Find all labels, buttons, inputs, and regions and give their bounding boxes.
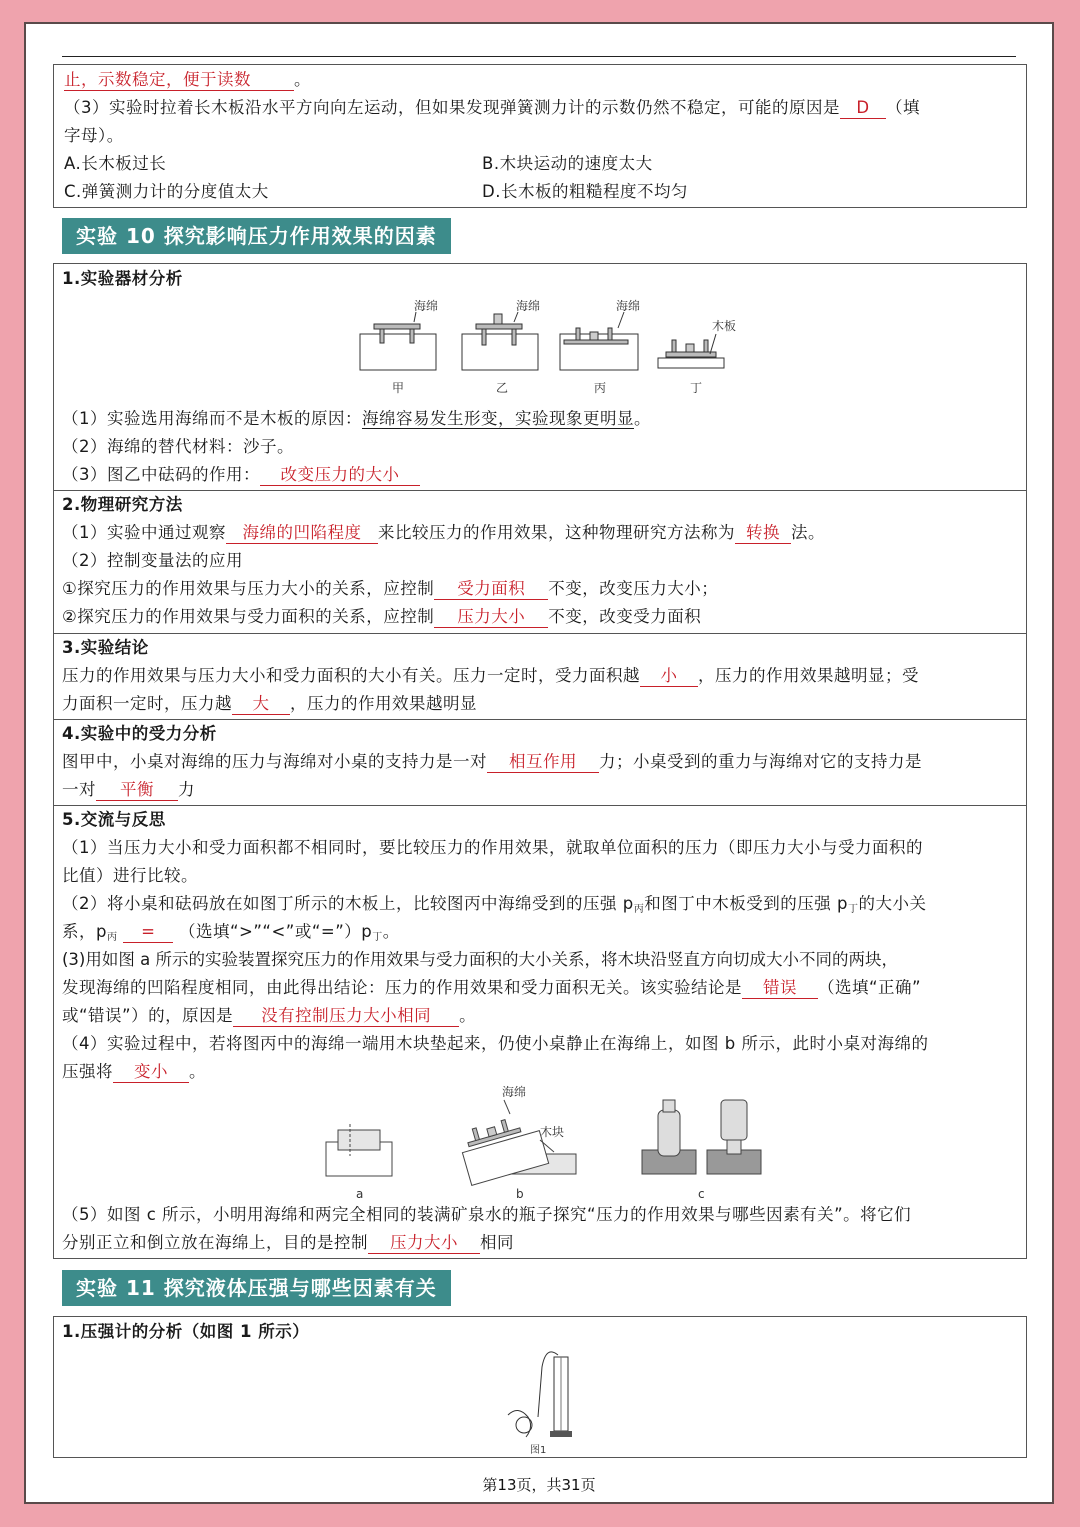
answer-blank: 止，示数稳定，便于读数 xyxy=(64,70,294,91)
s5-q3-line2: 发现海绵的凹陷程度相同，由此得出结论：压力的作用效果和受力面积无关。该实验结论是 错误 （选填“正确” xyxy=(62,978,922,997)
s5-q4-line1: （4）实验过程中，若将图丙中的海绵一端用木块垫起来，仍使小桌静止在海绵上，如图 b 所示，此时小桌对海绵的 xyxy=(62,1034,929,1053)
divider xyxy=(54,490,1026,491)
figure-b xyxy=(457,1085,576,1201)
section-title: 1.实验器材分析 xyxy=(62,269,183,288)
experiment-11-box xyxy=(53,1316,1027,1458)
svg-text:图1: 图1 xyxy=(530,1445,547,1456)
s3-line2: 力面积一定时，压力越 大 ，压力的作用效果越明显 xyxy=(62,694,477,713)
svg-text:a: a xyxy=(356,1187,364,1201)
section-title: 3.实验结论 xyxy=(62,638,149,657)
divider xyxy=(54,633,1026,634)
figure-ding xyxy=(658,318,736,394)
apparatus-figure xyxy=(354,294,774,394)
option-d: D.长木板的粗糙程度不均匀 xyxy=(482,182,688,201)
divider xyxy=(54,805,1026,806)
section-title: 1.压强计的分析（如图 1 所示） xyxy=(62,1322,310,1341)
figure-yi xyxy=(462,299,540,394)
s1-q3: （3）图乙中砝码的作用： 改变压力的大小 xyxy=(62,464,420,486)
option-a: A.长木板过长 xyxy=(64,154,167,173)
divider xyxy=(54,719,1026,720)
svg-text:木块: 木块 xyxy=(540,1125,565,1139)
s5-q5-line2: 分别正立和倒立放在海绵上，目的是控制 压力大小 相同 xyxy=(62,1233,514,1252)
line-1: 止，示数稳定，便于读数 。 xyxy=(64,70,311,89)
s5-q5-line1: （5）如图 c 所示，小明用海绵和两完全相同的装满矿泉水的瓶子探究“压力的作用效果与哪些因素有关”。将它们 xyxy=(62,1205,912,1224)
svg-text:b: b xyxy=(516,1187,524,1201)
option-b: B.木块运动的速度太大 xyxy=(482,154,653,173)
experiment-10-banner: 实验 10 探究影响压力作用效果的因素 xyxy=(62,218,451,254)
s2-q2: （2）控制变量法的应用 xyxy=(62,551,243,570)
pressure-gauge-figure xyxy=(498,1347,588,1457)
s5-q3-line1: (3)用如图 a 所示的实验装置探究压力的作用效果与受力面积的大小关系，将木块沿竖直方向切成大小不同的两块， xyxy=(62,950,898,969)
svg-text:乙: 乙 xyxy=(496,381,509,394)
figure-c xyxy=(642,1100,761,1201)
svg-text:海绵: 海绵 xyxy=(516,299,541,313)
svg-text:c: c xyxy=(698,1187,705,1201)
experiment-11-banner: 实验 11 探究液体压强与哪些因素有关 xyxy=(62,1270,451,1306)
svg-text:海绵: 海绵 xyxy=(414,299,439,313)
s5-q1-line2: 比值）进行比较。 xyxy=(62,866,198,885)
experiment-10-box xyxy=(53,263,1027,1259)
figures-abc xyxy=(314,1084,794,1204)
s4-line1: 图甲中，小桌对海绵的压力与海绵对小桌的支持力是一对 相互作用 力；小桌受到的重力与海绵对它的支持力是 xyxy=(62,752,922,771)
page xyxy=(24,22,1054,1504)
section-title: 2.物理研究方法 xyxy=(62,495,183,514)
page-number: 第13页，共31页 xyxy=(482,1476,596,1494)
svg-text:海绵: 海绵 xyxy=(502,1085,527,1099)
s5-q1-line1: （1）当压力大小和受力面积都不相同时，要比较压力的作用效果，就取单位面积的压力（即压力大小与受力面积的 xyxy=(62,838,923,857)
s2-item2: ②探究压力的作用效果与受力面积的关系，应控制 压力大小 不变，改变受力面积 xyxy=(62,607,702,626)
figure-a xyxy=(326,1124,392,1201)
s3-line1: 压力的作用效果与压力大小和受力面积的大小有关。压力一定时，受力面积越 小 ，压力的作用效果越明显；受 xyxy=(62,666,919,685)
s4-line2: 一对 平衡 力 xyxy=(62,780,195,799)
question-3: （3）实验时拉着长木板沿水平方向向左运动，但如果发现弹簧测力计的示数仍然不稳定，可能的原因是 D （填 xyxy=(64,98,920,117)
figure-bing xyxy=(560,299,640,394)
svg-text:木板: 木板 xyxy=(712,319,737,333)
s5-q3-line3: 或“错误”）的，原因是 没有控制压力大小相同 。 xyxy=(62,1006,477,1025)
s5-q4-line2: 压强将 变小 。 xyxy=(62,1062,206,1081)
s5-q2-line1: （2）将小桌和砝码放在如图丁所示的木板上，比较图丙中海绵受到的压强 $p_丙$和图丁中木板受到的压强 $p_丁$的大小关 xyxy=(62,894,927,915)
svg-text:海绵: 海绵 xyxy=(616,299,641,313)
s1-q1: （1）实验选用海绵而不是木板的原因：海绵容易发生形变，实验现象更明显。 xyxy=(62,409,651,428)
section-title: 4.实验中的受力分析 xyxy=(62,724,217,743)
top-question-box xyxy=(53,64,1027,208)
svg-text:丙: 丙 xyxy=(594,381,607,394)
section-title: 5.交流与反思 xyxy=(62,810,166,829)
figure-jia xyxy=(360,299,438,394)
question-3-tail: 字母）。 xyxy=(64,126,124,145)
s2-item1: ①探究压力的作用效果与压力大小的关系，应控制 受力面积 不变，改变压力大小； xyxy=(62,579,719,598)
svg-text:甲: 甲 xyxy=(392,381,405,394)
svg-text:丁: 丁 xyxy=(690,381,703,394)
s1-q2: （2）海绵的替代材料：沙子。 xyxy=(62,437,294,456)
s5-q2-line2: 系，$p_丙$ = （选填“>”“<”或“$=”)p_丁$。 xyxy=(62,922,400,943)
s2-q1: （1）实验中通过观察 海绵的凹陷程度 来比较压力的作用效果，这种物理研究方法称为 转换 法。 xyxy=(62,523,825,542)
answer-blank: D xyxy=(840,98,886,119)
option-c: C.弹簧测力计的分度值太大 xyxy=(64,182,269,201)
top-rule xyxy=(62,56,1016,57)
